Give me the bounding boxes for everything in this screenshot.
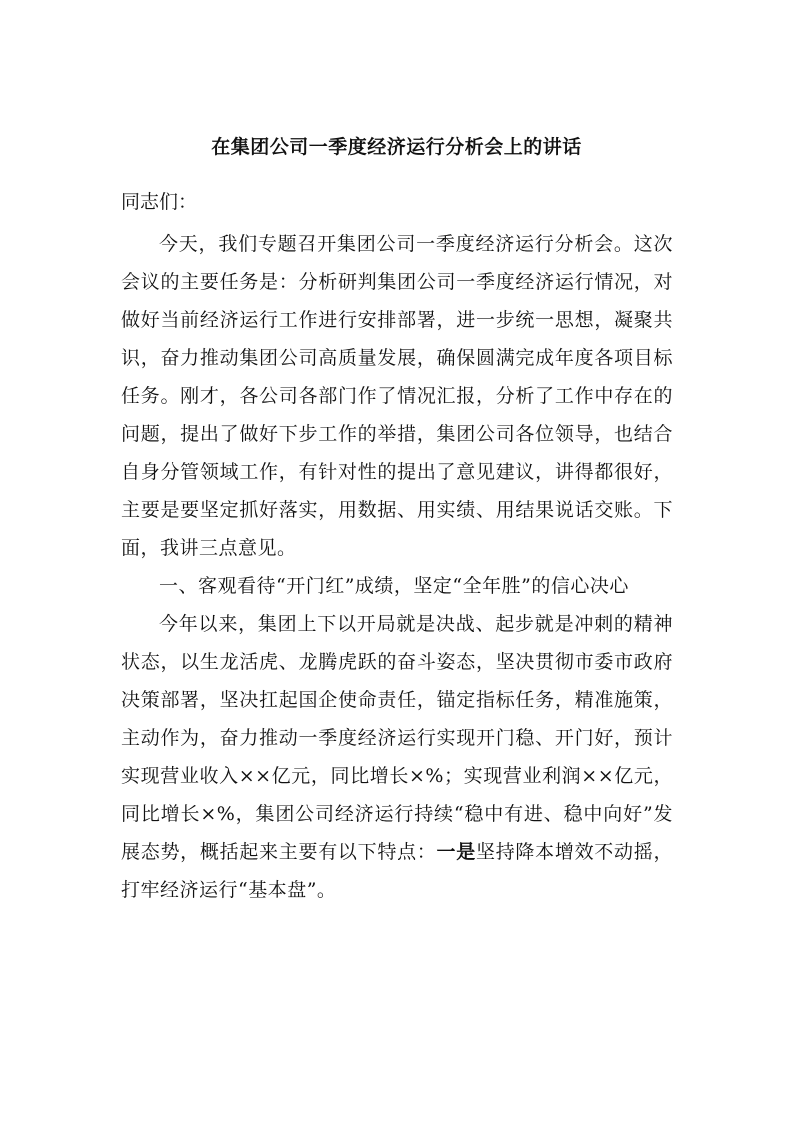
- greeting: 同志们：: [121, 191, 198, 213]
- document-body: [121, 225, 673, 909]
- paragraph-overview-text: 今年以来，集团上下以开局就是决战、起步就是冲刺的精神状态，以生龙活虎、龙腾虎跃的奋斗姿态，坚决贯彻市委市政府决策部署，坚决扛起国企使命责任，锚定指标任务，精准施策，主动作为，奋力推动一季度经济运行实现开门稳、开门好，预计实现营业收入××亿元，同比增长×%；实现营业利润××亿元，同比增长×%，集团公司经济运行持续“稳中有进、稳中向好”发展态势，概括起来主要有以下特点：: [121, 613, 673, 863]
- section-heading-1: 一、客观看待“开门红”成绩，坚定“全年胜”的信心决心: [159, 575, 629, 597]
- paragraph-intro: 今天，我们专题召开集团公司一季度经济运行分析会。这次会议的主要任务是：分析研判集团公司一季度经济运行情况，对做好当前经济运行工作进行安排部署，进一步统一思想，凝聚共识，奋力推动集团公司高质量发展，确保圆满完成年度各项目标任务。刚才，各公司各部门作了情况汇报，分析了工作中存在的问题，提出了做好下步工作的举措，集团公司各位领导，也结合自身分管领域工作，有针对性的提出了意见建议，讲得都很好，主要是要坚定抓好落实，用数据、用实绩、用结果说话交账。下面，我讲三点意见。: [121, 233, 673, 559]
- document-title: 在集团公司一季度经济运行分析会上的讲话: [211, 136, 582, 158]
- point-one-text: 坚持降本增效不动摇，打牢经济运行“基本盘”。: [121, 841, 673, 901]
- paragraph-overview: [121, 605, 673, 909]
- point-one-label: 一是: [436, 841, 476, 863]
